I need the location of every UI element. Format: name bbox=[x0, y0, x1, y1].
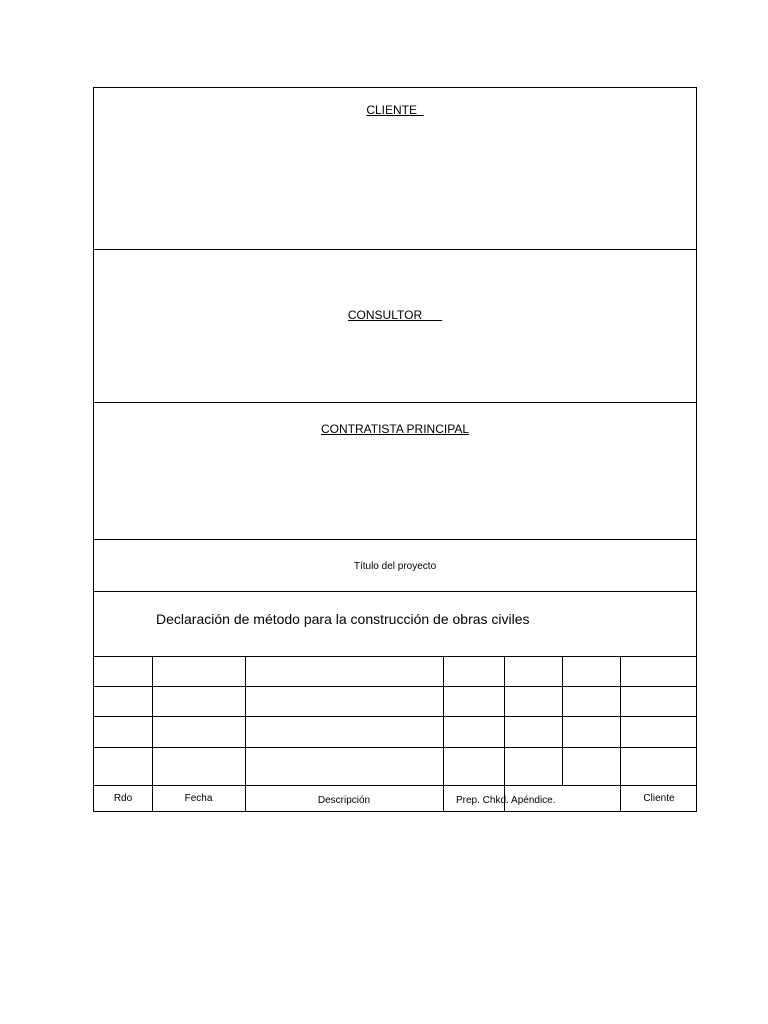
col-header-fecha: Fecha bbox=[184, 793, 213, 804]
revision-row-divider bbox=[94, 716, 696, 717]
cliente-label: CLIENTE bbox=[366, 103, 424, 117]
revision-col-divider bbox=[152, 657, 153, 812]
revision-col-divider bbox=[443, 657, 444, 812]
revision-col-divider bbox=[504, 657, 505, 812]
col-header-descripcion: Descripción bbox=[317, 795, 371, 806]
revision-col-divider bbox=[620, 657, 621, 812]
titulo-label: Título del proyecto bbox=[353, 561, 437, 572]
method-statement-cover-sheet bbox=[93, 87, 697, 812]
declaracion-section bbox=[94, 592, 696, 657]
contratista-section bbox=[94, 403, 696, 540]
revision-col-divider bbox=[562, 657, 563, 785]
revision-col-divider bbox=[245, 657, 246, 812]
col-header-rdo: Rdo bbox=[113, 793, 133, 804]
revision-row-divider bbox=[94, 747, 696, 748]
col-header-cliente: Cliente bbox=[643, 793, 675, 804]
revision-row-divider bbox=[94, 686, 696, 687]
declaracion-text: Declaración de método para la construcción de obras civiles bbox=[156, 611, 530, 627]
contratista-label: CONTRATISTA PRINCIPAL bbox=[320, 422, 470, 436]
revision-header-divider bbox=[94, 785, 696, 786]
consultor-label: CONSULTOR bbox=[347, 308, 443, 322]
consultor-section bbox=[94, 250, 696, 403]
titulo-section bbox=[94, 540, 696, 592]
col-header-prep-chkd-apendice: Prep. Chkd. Apéndice. bbox=[456, 795, 556, 806]
cliente-section bbox=[94, 88, 696, 250]
